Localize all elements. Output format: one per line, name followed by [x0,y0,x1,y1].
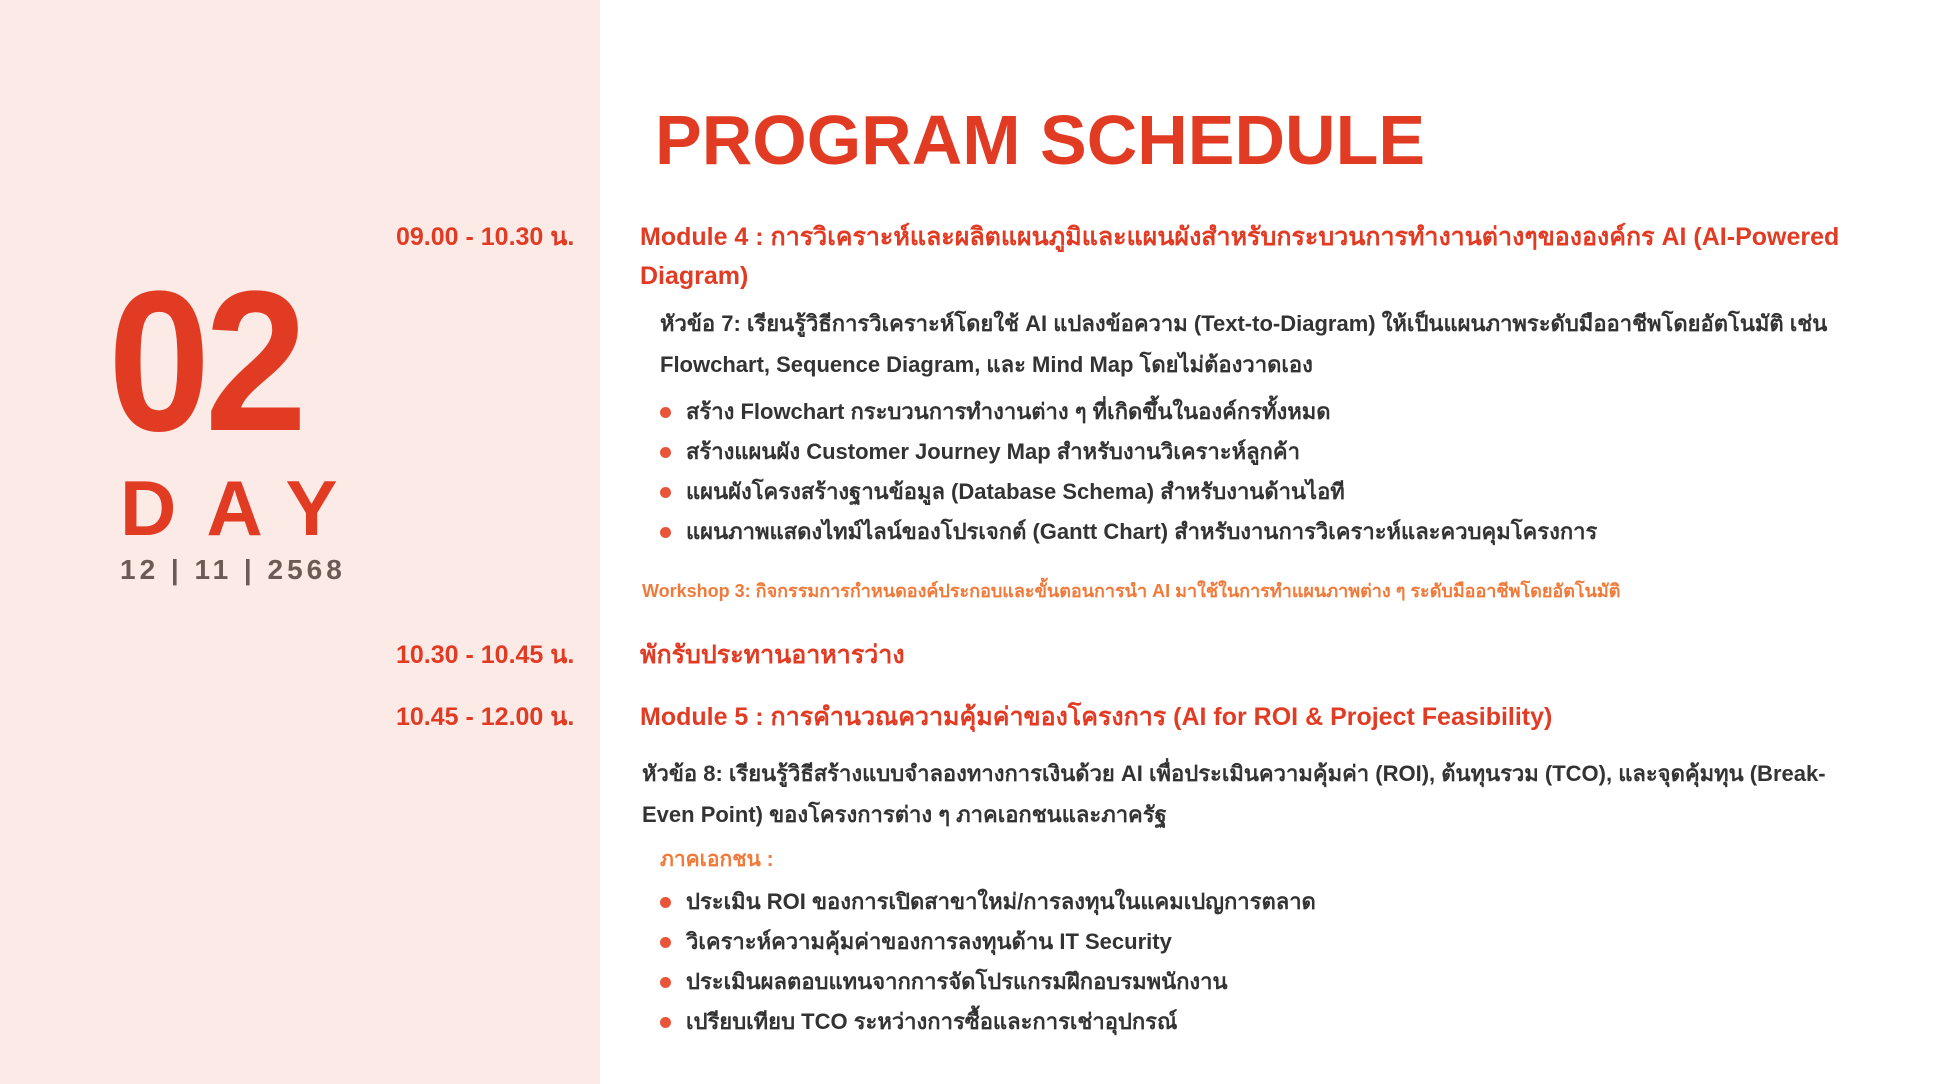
list-item [660,472,1597,512]
session-time: 10.30 - 10.45 น. [396,641,575,669]
day-date: 12 | 11 | 2568 [120,554,346,585]
list-item [660,432,1597,472]
list-item-text: สร้างแผนผัง Customer Journey Map สำหรับงานวิเคราะห์ลูกค้า [686,439,1300,464]
list-item-text: ประเมิน ROI ของการเปิดสาขาใหม่/การลงทุนในแคมเปญการตลาด [686,889,1316,914]
bullet-icon [660,447,671,458]
page-title: PROGRAM SCHEDULE [655,101,1426,179]
workshop-note: Workshop 3: กิจกรรมการกำหนดองค์ประกอบและขั้นตอนการนำ AI มาใช้ในการทำแผนภาพต่าง ๆ ระดับมืออาชีพโดยอัตโนมัติ [642,581,1621,601]
sector-label: ภาคเอกชน : [660,848,774,871]
list-item [660,882,1316,922]
list-item [660,392,1597,432]
list-item-text: เปรียบเทียบ TCO ระหว่างการซื้อและการเช่าอุปกรณ์ [686,1009,1178,1034]
list-item-text: แผนภาพแสดงไทม์ไลน์ของโปรเจกต์ (Gantt Chart) สำหรับงานการวิเคราะห์และควบคุมโครงการ [686,519,1598,544]
list-item [660,962,1316,1002]
bullet-icon [660,527,671,538]
bullet-icon [660,897,671,908]
bullet-icon [660,977,671,988]
break-title: พักรับประทานอาหารว่าง [640,641,905,669]
list-item-text: ประเมินผลตอบแทนจากการจัดโปรแกรมฝึกอบรมพนักงาน [686,969,1228,994]
bullet-icon [660,487,671,498]
module-title: Module 4 : การวิเคราะห์และผลิตแผนภูมิและแผนผังสำหรับกระบวนการทำงานต่างๆขององค์กร AI (AI-Powered Diagram) [640,223,1840,290]
list-item [660,512,1597,552]
bullet-icon [660,1017,671,1028]
day-label: DAY [120,464,368,552]
day-number: 02 [108,250,302,473]
list-item-text: แผนผังโครงสร้างฐานข้อมูล (Database Schema) สำหรับงานด้านไอที [686,479,1345,504]
module-title: Module 5 : การคำนวณความคุ้มค่าของโครงการ (AI for ROI & Project Feasibility) [640,703,1553,731]
topic-description: หัวข้อ 8: เรียนรู้วิธีสร้างแบบจำลองทางการเงินด้วย AI เพื่อประเมินความคุ้มค่า (ROI), ต้นทุนรวม (TCO), และจุดคุ้มทุน (Break-Even Point) ของโครงการต่าง ๆ ภาคเอกชนและภาครัฐ [642,761,1826,827]
topic-description: หัวข้อ 7: เรียนรู้วิธีการวิเคราะห์โดยใช้ AI แปลงข้อความ (Text-to-Diagram) ให้เป็นแผนภาพระดับมืออาชีพโดยอัตโนมัติ เช่น Flowchart, Sequence Diagram, และ Mind Map โดยไม่ต้องวาดเอง [660,311,1828,377]
list-item-text: สร้าง Flowchart กระบวนการทำงานต่าง ๆ ที่เกิดขึ้นในองค์กรทั้งหมด [686,399,1331,424]
list-item [660,922,1316,962]
bullet-icon [660,407,671,418]
list-item [660,1002,1316,1042]
topic-bullet-list [660,392,1597,552]
session-time: 09.00 - 10.30 น. [396,223,575,251]
bullet-icon [660,937,671,948]
session-time: 10.45 - 12.00 น. [396,703,575,731]
topic-bullet-list [660,882,1316,1042]
list-item-text: วิเคราะห์ความคุ้มค่าของการลงทุนด้าน IT Security [686,929,1172,954]
